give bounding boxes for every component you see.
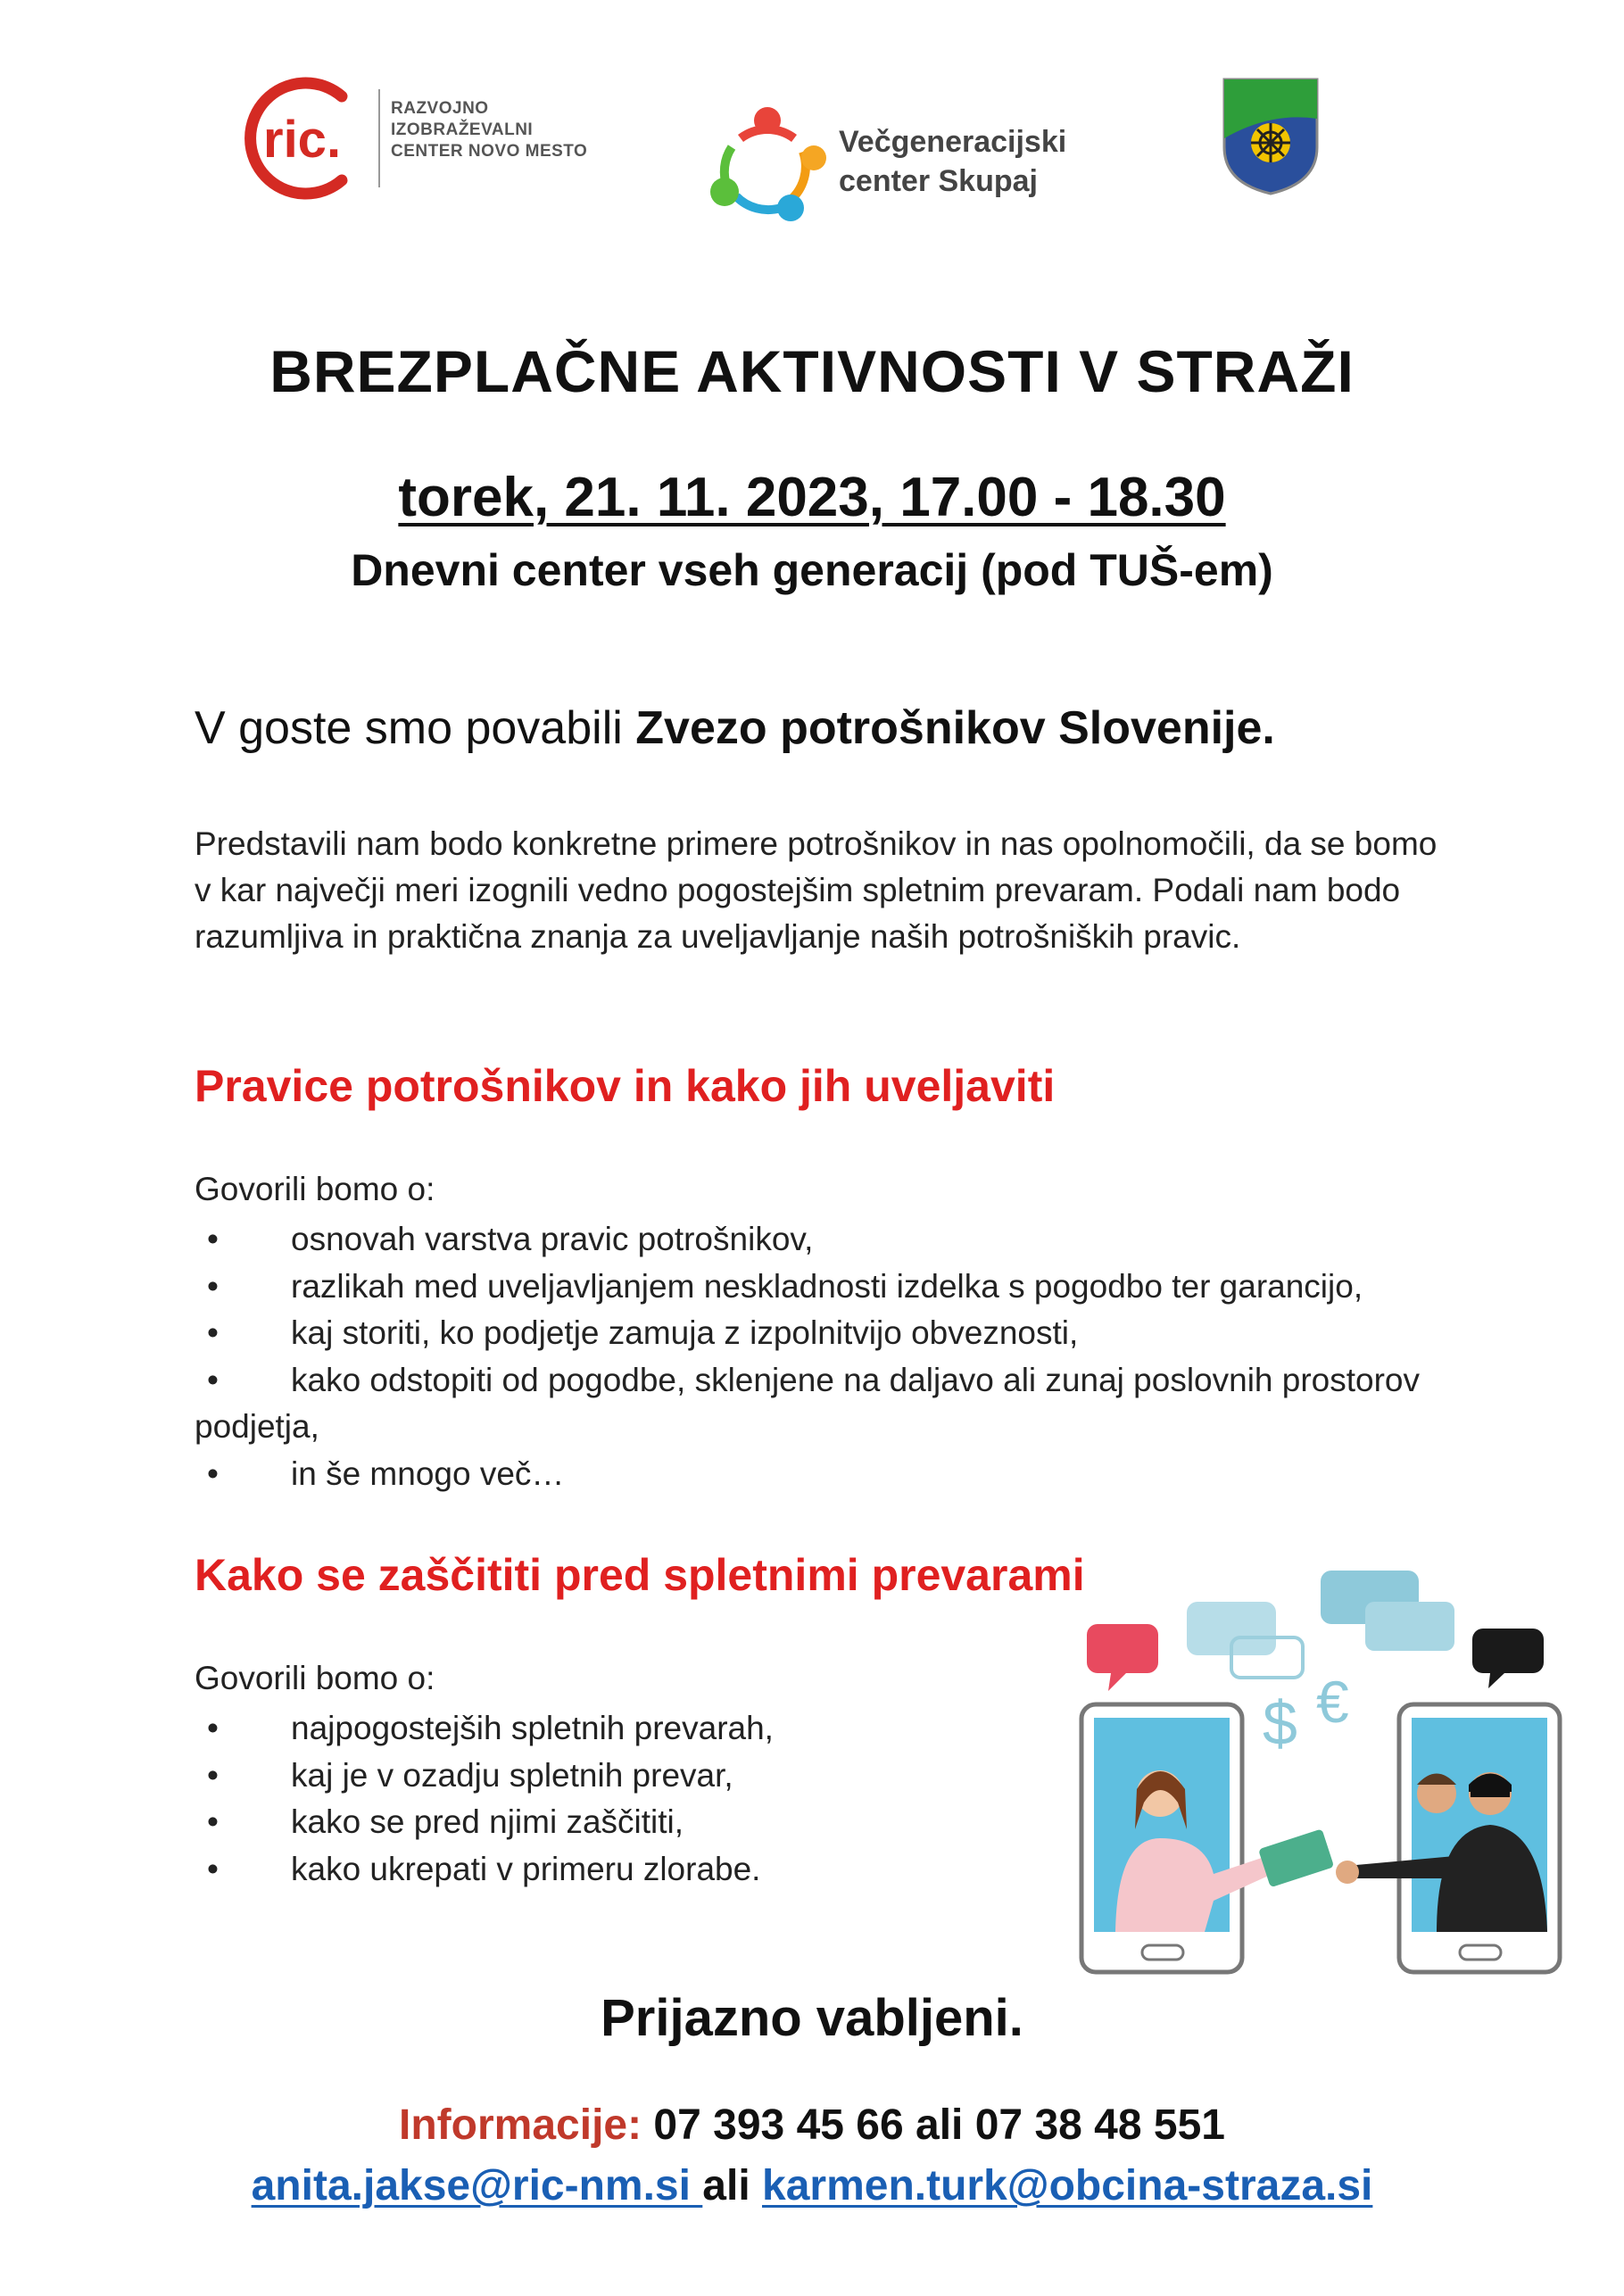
- section1-heading: Pravice potrošnikov in kako jih uveljaviti: [195, 1061, 1056, 1111]
- intro-bold: Zvezo potrošnikov Slovenije.: [635, 702, 1275, 754]
- contact-emails: [0, 2161, 1624, 2210]
- contact-info: [0, 2101, 1624, 2150]
- email-link-anita[interactable]: anita.jakse@ric-nm.si: [251, 2162, 703, 2209]
- list-item: • kako odstopiti od pogodbe, sklenjene na daljavo ali zunaj poslovnih prostorov podjetja,: [195, 1357, 1479, 1451]
- vgc-logo-text: Večgeneracijski center Skupaj: [839, 125, 1067, 198]
- list-item: • kako ukrepati v primeru zlorabe.: [195, 1846, 1479, 1894]
- list-item: • in še mnogo več…: [195, 1451, 1479, 1498]
- ric-logo: [236, 71, 611, 205]
- description-paragraph: Predstavili nam bodo konkretne primere potrošnikov in nas opolnomočili, da se bomo v kar največji meri izognili vedno pogostejšim spletnim prevaram. Podali nam bodo razumljiva in praktična znanja za uveljavljanje naših potrošniških pravic.: [195, 825, 1438, 955]
- section2-heading: Kako se zaščititi pred spletnimi prevarami: [195, 1550, 1085, 1600]
- section2-lead: Govorili bomo o:: [195, 1660, 435, 1696]
- event-date: torek, 21. 11. 2023, 17.00 - 18.30: [398, 467, 1226, 528]
- email-separator: ali: [702, 2162, 762, 2209]
- intro-plain: V goste smo povabili: [195, 702, 636, 754]
- ric-logo-text: RAZVOJNO IZOBRAŽEVALNI CENTER NOVO MESTO: [391, 99, 588, 161]
- list-item: • kaj je v ozadju spletnih prevar,: [195, 1753, 1479, 1800]
- info-label: Informacije:: [399, 2101, 642, 2149]
- list-item: • kaj storiti, ko podjetje zamuja z izpolnitvijo obveznosti,: [195, 1310, 1479, 1357]
- page-title: BREZPLAČNE AKTIVNOSTI V STRAŽI: [269, 338, 1355, 404]
- section1-list: [195, 1216, 1479, 1497]
- intro-line: [195, 701, 1275, 755]
- email-link-karmen[interactable]: karmen.turk@obcina-straza.si: [762, 2162, 1373, 2209]
- list-item: • razlikah med uveljavljanjem neskladnosti izdelka s pogodbo ter garancijo,: [195, 1264, 1479, 1311]
- euro-symbol: €: [1316, 1669, 1349, 1735]
- list-item: • najpogostejših spletnih prevarah,: [195, 1705, 1479, 1753]
- dollar-symbol: $: [1263, 1688, 1297, 1758]
- list-item: • kako se pred njimi zaščititi,: [195, 1799, 1479, 1846]
- municipal-crest-icon: [1221, 76, 1321, 196]
- event-venue: Dnevni center vseh generacij (pod TUŠ-em): [351, 545, 1273, 595]
- section1-lead: Govorili bomo o:: [195, 1171, 435, 1207]
- ric-logo-mark: ric.: [263, 111, 342, 169]
- online-scam-illustration: [1062, 1571, 1579, 1990]
- ric-logo-icon: [236, 71, 388, 205]
- closing-text: Prijazno vabljeni.: [601, 1989, 1023, 2047]
- people-circle-icon: [705, 103, 830, 228]
- info-phones: 07 393 45 66 ali 07 38 48 551: [642, 2101, 1225, 2149]
- list-item: • osnovah varstva pravic potrošnikov,: [195, 1216, 1479, 1264]
- vgc-logo: [705, 103, 1080, 228]
